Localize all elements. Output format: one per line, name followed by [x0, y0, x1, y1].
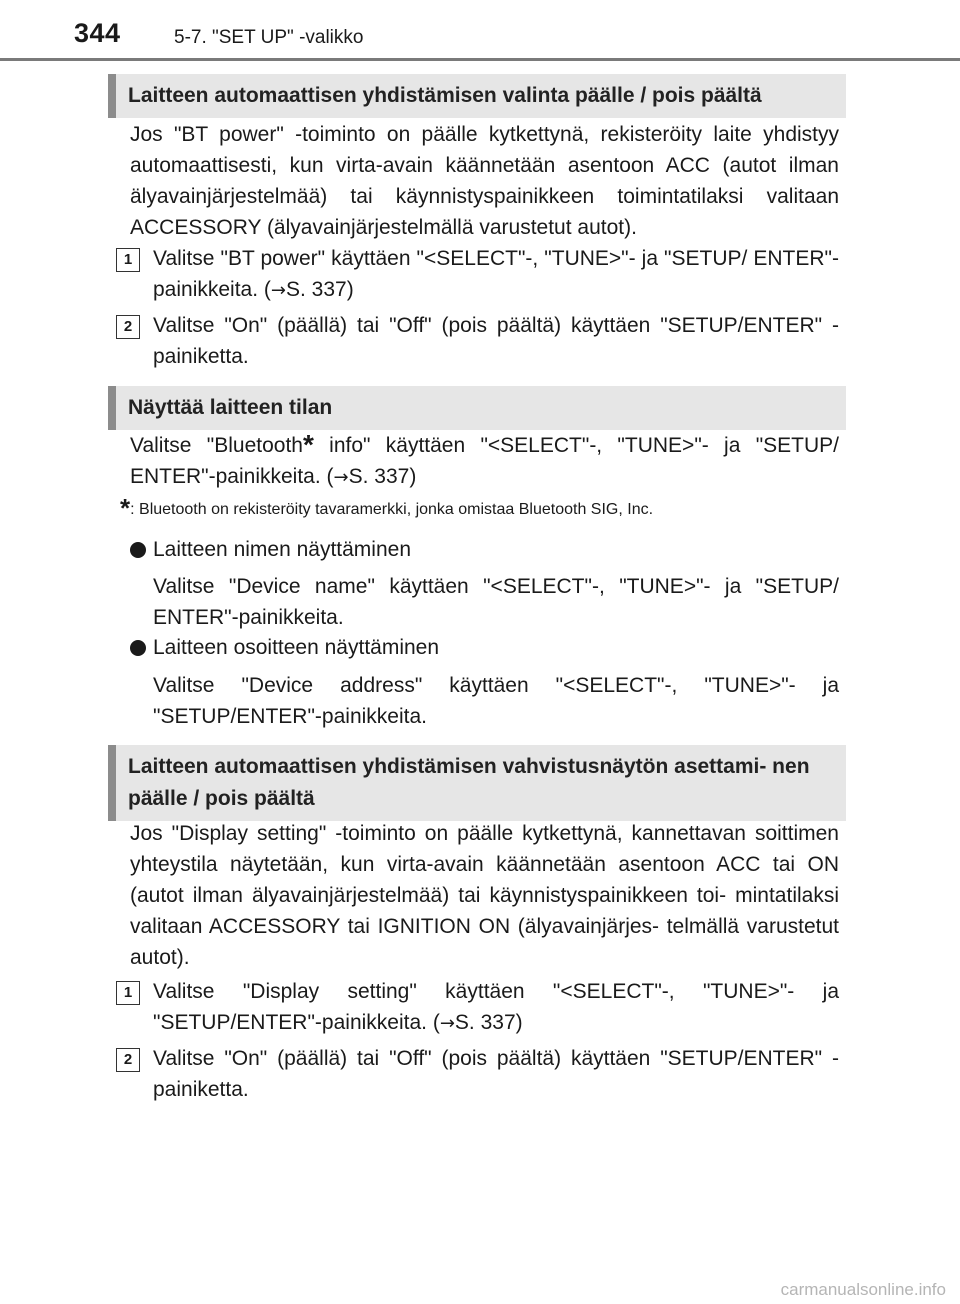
- page-reference: S. 337): [454, 1011, 523, 1034]
- section-intro: [130, 430, 839, 493]
- arrow-icon: →: [439, 1013, 455, 1034]
- watermark: carmanualsonline.info: [780, 1280, 946, 1299]
- page-reference: S. 337): [285, 278, 354, 301]
- section-intro: Jos "Display setting" -toiminto on päälle kytkettynä, kannettavan soittimen yhteystila näytetään, kun virta-avain käännetään asentoon ACC tai ON (autot ilman älyavainjärjestelmää) tai käynnistyspainikkeen toi- mintatilaksi valitaan ACCESSORY tai IGNITION ON (älyavainjärjes- telmällä varustetut autot).: [130, 822, 839, 969]
- step-body: Valitse "Display setting" käyttäen "<SELECT"-, "TUNE>"- ja "SETUP/ENTER"-painikkeita. (: [153, 980, 839, 1034]
- section-intro: Jos "BT power" -toiminto on päälle kytkettynä, rekisteröity laite yhdistyy automaattisesti, kun virta-avain käännetään asentoon ACC (autot ilman älyavainjärjestelmää) tai käynnistyspainikkeen toimintatilaksi valitaan ACCESSORY (älyavainjärjestelmällä varustetut autot).: [130, 123, 839, 239]
- page-number: 344: [74, 18, 121, 48]
- page-reference: S. 337): [348, 465, 417, 488]
- section-heading: Näyttää laitteen tilan: [108, 386, 846, 430]
- section-heading: Laitteen automaattisen yhdistämisen valinta päälle / pois päältä: [108, 74, 846, 118]
- bullet-label: Laitteen nimen näyttäminen: [153, 538, 411, 561]
- arrow-icon: →: [333, 467, 349, 488]
- footnote-text: : Bluetooth on rekisteröity tavaramerkki, jonka omistaa Bluetooth SIG, Inc.: [130, 501, 654, 518]
- header-rule: [0, 58, 960, 61]
- step-text: [153, 976, 839, 1039]
- step-text: Valitse "On" (päällä) tai "Off" (pois päältä) käyttäen "SETUP/ENTER" -painiketta.: [153, 314, 839, 368]
- arrow-icon: →: [270, 280, 286, 301]
- intro-text: Valitse "Bluetooth: [130, 434, 303, 457]
- step-body: Valitse "BT power" käyttäen "<SELECT"-, "TUNE>"- ja "SETUP/ ENTER"-painikkeita. (: [153, 247, 839, 301]
- running-title: 5-7. "SET UP" -valikko: [174, 27, 364, 48]
- bullet-text: Valitse "Device address" käyttäen "<SELECT"-, "TUNE>"- ja "SETUP/ENTER"-painikkeita.: [153, 674, 839, 728]
- footnote-marker: *: [120, 493, 131, 523]
- step-text: Valitse "On" (päällä) tai "Off" (pois päältä) käyttäen "SETUP/ENTER" -painiketta.: [153, 1047, 839, 1101]
- step-number: 2: [116, 315, 140, 339]
- step-text: [153, 243, 839, 306]
- step-number: 2: [116, 1048, 140, 1072]
- step-number: 1: [116, 248, 140, 272]
- bullet-icon: [130, 640, 146, 656]
- step-number: 1: [116, 981, 140, 1005]
- section-heading: Laitteen automaattisen yhdistämisen vahvistusnäytön asettami- nen päälle / pois päältä: [108, 745, 846, 821]
- bullet-label: Laitteen osoitteen näyttäminen: [153, 636, 440, 659]
- bullet-text: Valitse "Device name" käyttäen "<SELECT"-, "TUNE>"- ja "SETUP/ ENTER"-painikkeita.: [153, 575, 839, 629]
- intro-text: info" käyttäen "<SELECT"-, "TUNE>"- ja "SETUP/ ENTER"-painikkeita. (: [130, 434, 839, 488]
- bullet-icon: [130, 542, 146, 558]
- footnote: [120, 493, 654, 523]
- footnote-marker: *: [302, 429, 314, 460]
